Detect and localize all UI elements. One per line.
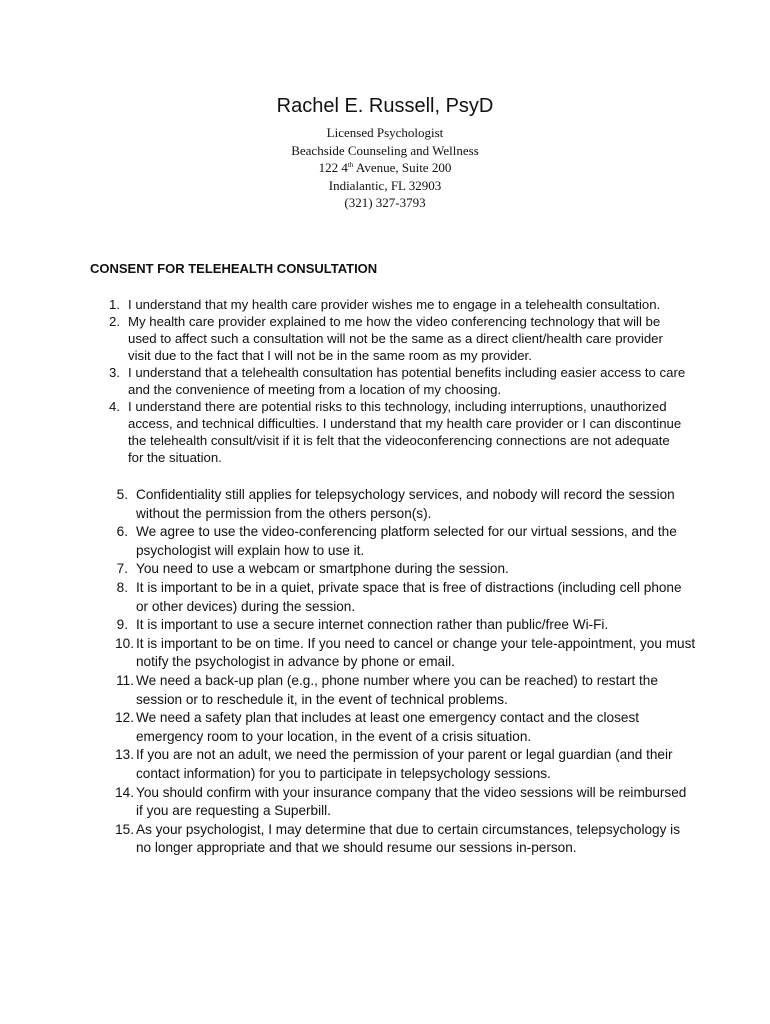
phone-number: (321) 327-3793: [344, 195, 426, 210]
list-item: [0, 560, 770, 579]
item-number: 1.: [109, 297, 120, 312]
item-text: We need a back-up plan (e.g., phone number where you can be reached) to restart the session or to reschedule it, in the event of technical problems.: [136, 672, 658, 707]
practitioner-name: Rachel E. Russell, PsyD: [276, 95, 494, 117]
item-text: You need to use a webcam or smartphone during the session.: [136, 561, 509, 577]
item-text: It is important to be on time. If you need to cancel or change your tele-appointment, you must notify the psychologist in advance by phone or email.: [136, 635, 696, 670]
item-text: We agree to use the video-conferencing platform selected for our virtual sessions, and the psychologist will explain how to use it.: [136, 524, 677, 558]
list-item: [0, 746, 770, 783]
consent-list-part-2: [0, 486, 770, 858]
item-number: 9.: [116, 617, 128, 633]
item-text: As your psychologist, I may determine that due to certain circumstances, telepsychology is no longer appropriate and that we should resume our sessions in-person.: [136, 821, 681, 856]
item-text: I understand there are potential risks to this technology, including interruptions, unauthorized access, and technical difficulties. I understand that my health care provider or I can discontinue the telehealth consult/visit if it is felt that the videoconferencing connections are not adequate for the situation.: [128, 399, 682, 465]
street-address: 122 4th Avenue, Suite 200: [318, 160, 452, 175]
item-number: 8.: [116, 579, 128, 595]
item-text: My health care provider explained to me how the video conferencing technology that will be used to affect such a consultation will not be the same as a direct client/health care provider visit due to the fact that I will not be in the same room as my provider.: [128, 314, 663, 363]
item-text: We need a safety plan that includes at least one emergency contact and the closest emergency room to your location, in the event of a crisis situation.: [136, 710, 640, 744]
item-number: 2.: [109, 314, 120, 329]
item-text: It is important to use a secure internet connection rather than public/free Wi-Fi.: [136, 617, 609, 633]
list-item: [0, 579, 770, 616]
item-number: 7.: [116, 561, 128, 577]
item-number: 12.: [115, 710, 134, 726]
letterhead: [0, 94, 770, 212]
list-item: [0, 313, 770, 364]
item-number: 6.: [116, 524, 128, 540]
item-number: 3.: [109, 365, 120, 380]
section-title: CONSENT FOR TELEHEALTH CONSULTATION: [90, 261, 378, 276]
list-item: [0, 784, 770, 821]
city-state-zip: Indialantic, FL 32903: [328, 177, 442, 193]
list-item: [0, 398, 770, 466]
item-number: 14.: [115, 784, 134, 800]
list-item: [0, 616, 770, 635]
item-number: 10.: [115, 635, 134, 651]
item-text: I understand that a telehealth consultation has potential benefits including easier access to care and the convenience of meeting from a location of my choosing.: [128, 365, 686, 397]
item-number: 15.: [115, 821, 134, 837]
list-item: [0, 296, 770, 313]
item-text: I understand that my health care provider wishes me to engage in a telehealth consultation.: [128, 297, 661, 312]
item-number: 13.: [115, 747, 134, 763]
list-item: [0, 709, 770, 746]
consent-list-part-1: [0, 296, 770, 466]
item-number: 11.: [116, 672, 134, 688]
practice-name: Beachside Counseling and Wellness: [291, 142, 479, 158]
list-item: [0, 672, 770, 709]
item-text: You should confirm with your insurance company that the video sessions will be reimbursed if you are requesting a Superbill.: [136, 784, 687, 819]
list-item: [0, 635, 770, 672]
credential-line: Licensed Psychologist: [326, 125, 444, 140]
item-text: It is important to be in a quiet, private space that is free of distractions (including cell phone or other devices) during the session.: [136, 579, 682, 614]
list-item: [0, 821, 770, 858]
item-text: Confidentiality still applies for telepsychology services, and nobody will record the session without the permission from the others person(s).: [136, 487, 675, 521]
item-text: If you are not an adult, we need the permission of your parent or legal guardian (and their contact information) for you to participate in telepsychology sessions.: [136, 747, 673, 781]
item-number: 5.: [116, 487, 128, 502]
list-item: [0, 523, 770, 560]
item-number: 4.: [109, 399, 120, 414]
list-item: [0, 486, 770, 523]
list-item: [0, 364, 770, 398]
